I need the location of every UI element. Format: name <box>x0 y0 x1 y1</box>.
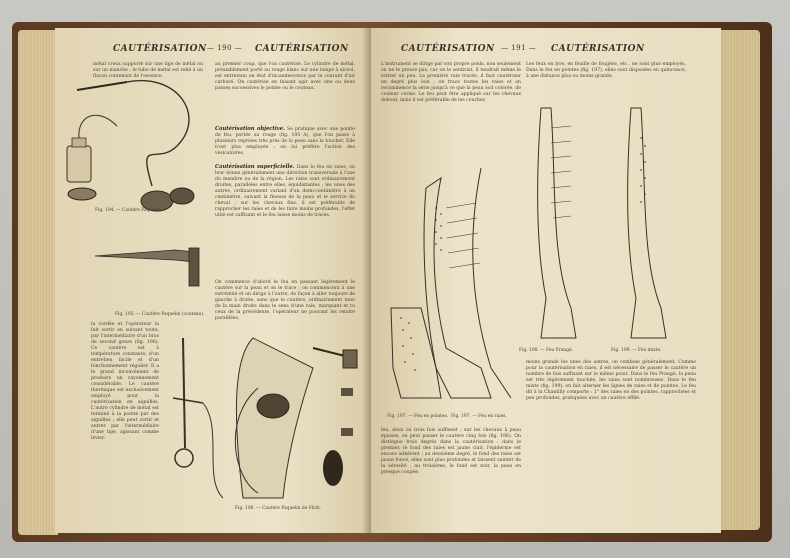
left-text-top: métal creux supporté sur une tige de métal ou sur un manche ; le tube de métal est relié à un flacon contenant de l'essence. <box>93 62 203 79</box>
right-text-left-column: L'instrument se dirige par son propre poids, non seulement on ne le presse pas, car on le sentirait, il tendrait même le retirer un peu. La première raie tracée, il faut cautériser un degré plus loin ; on trace toutes les raies et on recommence la série jusqu'à ce que la peau soit colorée, de couleur cerise. Le feu peut être appliqué sur les chevaux debout, mais il est préférable de les coucher. <box>381 62 521 103</box>
objective-cautery-block <box>215 126 355 162</box>
left-text-lower-left: la cordée et l'opérateur la fait sortir en suivant toute, par l'intermédiaire d'un bras de second genre (fig. 196). Ce cautère est à température constante, d'un entretien facile et d'un fonctionnement régulier. Il a le grand inconvénient de produire un rayonnement considérable. Le cautère thermique est exclusivement employé pour la cautérisation en aiguilles. L'autre cylindre de métal est terminé à la pointe par des aiguilles ; elle peut sortir et entrer par l'intermédiaire d'une tige, agissant comme levier. <box>91 322 159 441</box>
right-page-header-right: CAUTÉRISATION <box>551 44 645 54</box>
caption-fig-199: Fig. 199. — Feu mixte. <box>611 348 662 353</box>
objective-cautery-text: Se pratique avec une pointe de feu, portée au rouge (fig. 195 A), que l'on passe à plusieurs reprises très près de la peau sans la toucher. Elle n'est plus employée : on lui préfère l'action des vésicatoires. <box>215 127 355 156</box>
page-edges-right <box>718 30 760 530</box>
paquelin-cautery-illustration <box>57 76 207 206</box>
subheading-superficial-cautery: Cautérisation superficielle. <box>215 164 295 170</box>
flick-cautery-illustration <box>163 328 363 508</box>
left-text-lower-right: On commence d'abord le feu en passant légèrement le cautère sur la peau et on le trace ; on commencera à une extrémité et on dirige à l'autre, de façon à aller toujours de gauche à droite, sans que le cautère, ordinairement tenu de la main droite dans le sens d'une raie, marquant et tu ceux de la précédente, l'opérateur ne pouvant les rendre parallèles. <box>215 280 355 321</box>
caption-fig-196: Fig. 196. — Cautère Paquelin de Flick. <box>235 506 322 511</box>
left-page-number: — 190 — <box>207 44 243 52</box>
page-edges-left <box>18 30 58 535</box>
horse-leg-point-firing-illustration <box>381 168 531 408</box>
caption-fig-197: Fig. 197. — Feu en pointes. <box>387 414 449 419</box>
left-page-header-right: CAUTÉRISATION <box>255 44 349 54</box>
caption-fig-194: Fig. 194. — Cautère Paquelin. <box>95 208 162 213</box>
right-text-right-column: Les feux en lyre, en feuille de fougère, etc., ne sont plus employés. Dans le feu en pointes (fig. 197), elles sont disposées en quinconce, à une distance plus ou moins grande. <box>526 62 686 79</box>
right-page <box>371 28 721 533</box>
caption-fig-195: Fig. 195. — Cautère Paquelin (couteau). <box>115 312 205 317</box>
right-page-header-left: CAUTÉRISATION <box>401 44 495 54</box>
superficial-cautery-block <box>215 164 355 278</box>
left-page <box>55 28 371 533</box>
caption-fig-197b: Fig. 197. — Feu en raies. <box>451 414 507 419</box>
left-text-right-column: au premier coup, que l'on cautérise. Le cylindre de métal, préalablement porté au rouge blanc sur une lampe à alcool, est entretenu en état d'incandescence par le courant d'air carburé. On cautérise en faisant agir avec une ou deux passes successives le pointe ou le couteau. <box>215 62 355 91</box>
caption-fig-198: Fig. 198. — Feu Prangé. <box>519 348 573 353</box>
right-page-number: — 191 — <box>501 44 537 52</box>
cautery-knife-illustration <box>95 228 205 288</box>
right-text-bottom-left: feu, deux ou trois fois suffisent ; sur les chevaux à peau épaisse, on peut passer le cautère cinq fois (fig. 196). On distingue trois degrés dans la cautérisation : dans le premier, le fond des raies est jaune clair, l'épiderme est encore adhérent ; au deuxième degré, le fond des raies est jaune foncé, elles sont plus profondes et laissent suinter de la sérosité ; au troisième, le fond est noir, la peau en presque coupée. <box>381 428 521 475</box>
horse-leg-prange-and-mixed-illustration <box>531 98 711 348</box>
superficial-cautery-text: Dans le feu en raies, on leur donne généralement une direction transversale à l'axe du membre ou de la région. Les raies sont ordinairement droites, parallèles entre elles, équidistantes ; les unes des autres, ordinairement variant d'un demi-centimètre à un centimètre, suivant la finesse de la peau et le service du cheval ; sur les chevaux fins, il est préférable de rapprocher les raies et de les faire moins profondes, l'effet utile est suffisant et le feu laisse moins de traces. <box>215 165 355 218</box>
subheading-objective-cautery: Cautérisation objective. <box>215 126 285 132</box>
right-text-bottom-right: moins grande les unes des autres, on combine généralement. Comme pour la cautérisation en raies, il est nécessaire de passer le cautère un nombre de fois suffisant sur le même point. Dans le feu Prangé, la peau est très légèrement touchée, les raies sont nombreuses. Dans le feu mixte (fig. 199), on fait alterner les lignes de raies et de pointes. Le feu dit à la Chantilly comporte : 1° des raies en des pointes, rapprochées et peu profondes, pratiquées avec un cautère effilé. <box>526 360 696 401</box>
left-page-header-left: CAUTÉRISATION <box>113 44 207 54</box>
